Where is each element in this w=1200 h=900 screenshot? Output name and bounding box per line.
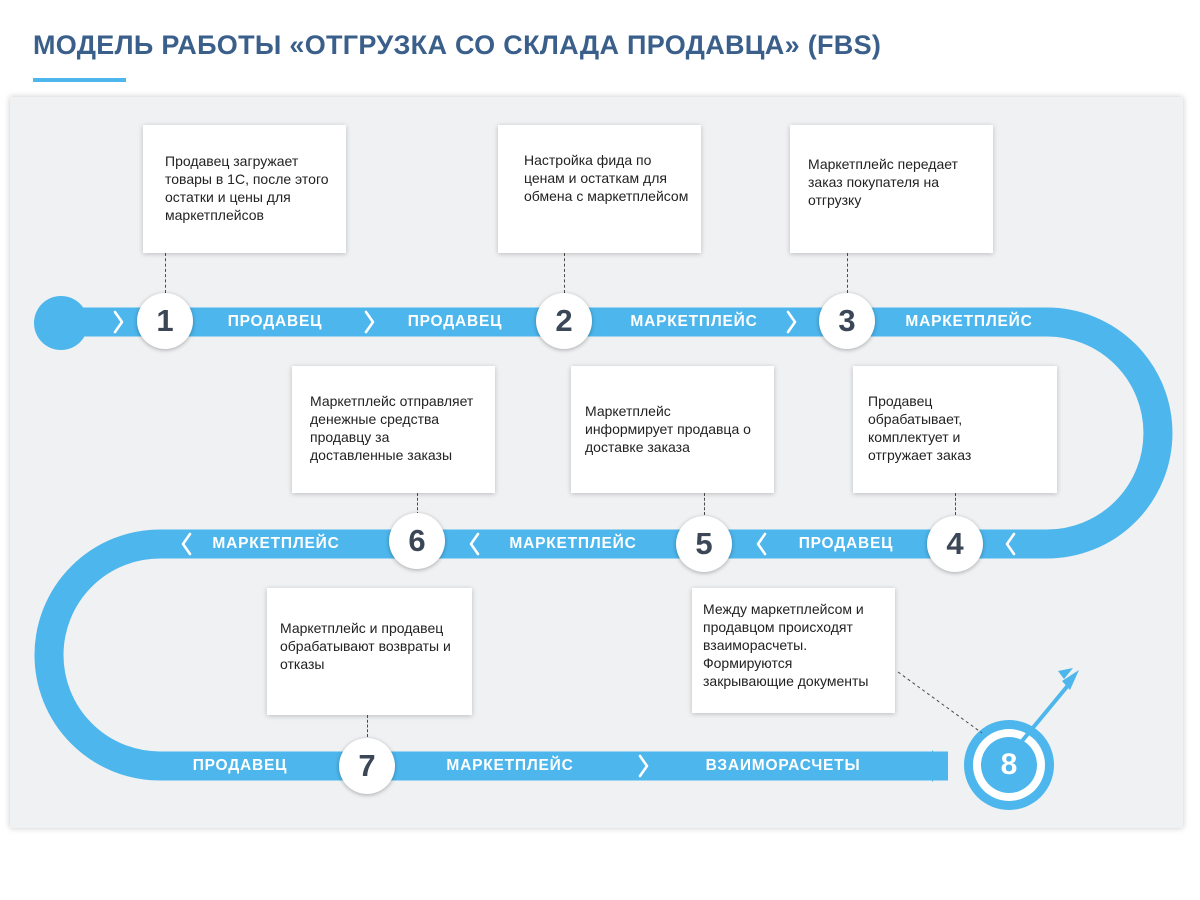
role-label: ПРОДАВЕЦ bbox=[227, 313, 323, 330]
connector-2 bbox=[564, 253, 565, 293]
connector-7 bbox=[367, 715, 368, 737]
step-5-text: Маркетплейс информирует продавца о доставке заказа bbox=[585, 403, 751, 455]
step-8-number: 8 bbox=[1000, 748, 1018, 781]
step-2-number: 2 bbox=[536, 293, 592, 349]
step-7-number: 7 bbox=[339, 738, 395, 794]
step-3-number: 3 bbox=[819, 293, 875, 349]
role-label: ПРОДАВЕЦ bbox=[407, 313, 503, 330]
connector-4 bbox=[955, 493, 956, 515]
step-3-box bbox=[790, 125, 993, 253]
role-label: МАРКЕТПЛЕЙС bbox=[446, 757, 574, 774]
connector-3 bbox=[847, 253, 848, 293]
page-title: МОДЕЛЬ РАБОТЫ «ОТГРУЗКА СО СКЛАДА ПРОДАВЦА» (FBS) bbox=[33, 30, 882, 60]
role-label: МАРКЕТПЛЕЙС bbox=[212, 535, 340, 552]
role-label: ПРОДАВЕЦ bbox=[798, 535, 894, 552]
step-2-box bbox=[498, 125, 701, 253]
step-1-text: Продавец загружает товары в 1С, после этого остатки и цены для маркетплейсов bbox=[165, 153, 329, 223]
step-7-text: Маркетплейс и продавец обрабатывают возвраты и отказы bbox=[280, 620, 451, 672]
connector-6 bbox=[417, 493, 418, 515]
step-1-number: 1 bbox=[137, 293, 193, 349]
step-2-text: Настройка фида по ценам и остаткам для обмена с маркетплейсом bbox=[524, 152, 689, 204]
step-3-text: Маркетплейс передает заказ покупателя на отгрузку bbox=[808, 156, 958, 208]
role-label: МАРКЕТПЛЕЙС bbox=[630, 313, 758, 330]
step-6-box bbox=[292, 366, 495, 493]
step-5-box bbox=[571, 366, 774, 493]
step-6-number: 6 bbox=[389, 513, 445, 569]
step-4-number: 4 bbox=[927, 516, 983, 572]
step-1-box bbox=[143, 125, 346, 253]
role-label: МАРКЕТПЛЕЙС bbox=[905, 313, 1033, 330]
step-5-number: 5 bbox=[676, 516, 732, 572]
step-8-text: Между маркетплейсом и продавцом происходят взаиморасчеты. Формируются закрывающие документы bbox=[703, 601, 869, 689]
connector-8 bbox=[898, 672, 982, 733]
target-arrow-icon bbox=[1022, 668, 1079, 741]
step-7-box bbox=[267, 588, 472, 715]
step-8-box bbox=[692, 588, 895, 713]
step-4-box bbox=[853, 366, 1057, 493]
role-label: ПРОДАВЕЦ bbox=[192, 757, 288, 774]
step-6-text: Маркетплейс отправляет денежные средства продавцу за доставленные заказы bbox=[310, 393, 474, 463]
connector-1 bbox=[165, 253, 166, 293]
role-label: ВЗАИМОРАСЧЕТЫ bbox=[705, 757, 861, 774]
start-dot bbox=[34, 296, 88, 350]
connector-5 bbox=[704, 493, 705, 515]
role-label: МАРКЕТПЛЕЙС bbox=[509, 535, 637, 552]
step-4-text: Продавец обрабатывает, комплектует и отгружает заказ bbox=[868, 393, 972, 463]
